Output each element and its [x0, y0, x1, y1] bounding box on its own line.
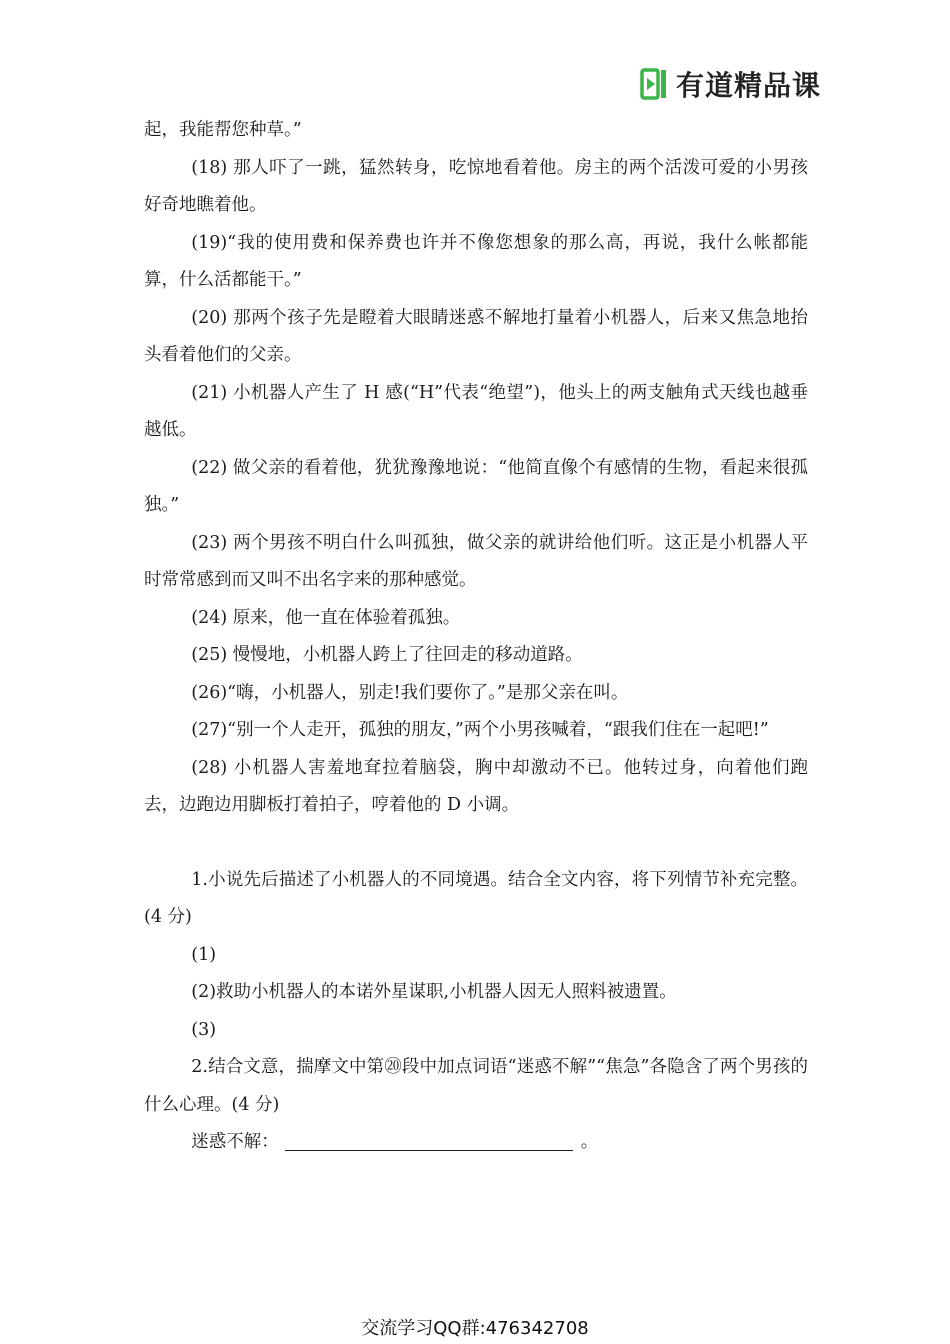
article-body [144, 112, 808, 1162]
paragraph: (22) 做父亲的看着他，犹犹豫豫地说：“他简直像个有感情的生物，看起来很孤独。” [144, 457, 808, 515]
question-1-item-2: (2)救助小机器人的本诺外星谋职,小机器人因无人照料被遗置。 [191, 982, 677, 1002]
question-1-item-1: (1) [191, 944, 217, 965]
paragraph: (25) 慢慢地，小机器人跨上了往回走的移动道路。 [191, 645, 583, 665]
paragraph: (26)“嗨，小机器人，别走!我们要你了。”是那父亲在叫。 [191, 682, 629, 703]
paragraph: (21) 小机器人产生了 H 感(“H”代表“绝望”)，他头上的两支触角式天线也越垂越低。 [144, 382, 808, 440]
paragraph: 起，我能帮您种草。” [144, 120, 302, 140]
footer-text: 交流学习QQ群:476342708 [361, 1318, 589, 1339]
paragraph: (28) 小机器人害羞地耷拉着脑袋，胸中却激动不已。他转过身，向着他们跑去，边跑边用脚板打着拍子，哼着他的 D 小调。 [144, 757, 808, 815]
paragraph: (18) 那人吓了一跳，猛然转身，吃惊地看着他。房主的两个活泼可爱的小男孩好奇地瞧着他。 [144, 157, 808, 215]
paragraph: (27)“别一个人走开，孤独的朋友，”两个小男孩喊着，“跟我们住在一起吧!” [191, 720, 769, 740]
paragraph: (20) 那两个孩子先是瞪着大眼睛迷惑不解地打量着小机器人，后来又焦急地抬头看着他们的父亲。 [144, 307, 808, 365]
question-2: 2.结合文意，揣摩文中第⑳段中加点词语“迷惑不解”“焦急”各隐含了两个男孩的什么心理。(4 分) [144, 1057, 808, 1115]
question-1-item-3: (3) [191, 1019, 217, 1040]
paragraph: (19)“我的使用费和保养费也许并不像您想象的那么高，再说，我什么帐都能算，什么活都能干。” [144, 232, 808, 290]
answer-line [144, 1124, 808, 1162]
section-gap [144, 825, 808, 862]
answer-blank[interactable] [285, 1128, 573, 1151]
logo-play-icon [640, 68, 670, 100]
question-1: 1.小说先后描述了小机器人的不同境遇。结合全文内容，将下列情节补充完整。(4 分) [144, 869, 808, 927]
logo-text: 有道精品课 [676, 69, 822, 102]
answer-label: 迷惑不解： [191, 1132, 279, 1152]
brand-logo [640, 66, 821, 102]
paragraph: (23) 两个男孩不明白什么叫孤独，做父亲的就讲给他们听。这正是小机器人平时常常感到而又叫不出名字来的那种感觉。 [144, 532, 808, 590]
paragraph: (24) 原来，他一直在体验着孤独。 [191, 607, 461, 628]
answer-end-mark: 。 [580, 1132, 599, 1152]
